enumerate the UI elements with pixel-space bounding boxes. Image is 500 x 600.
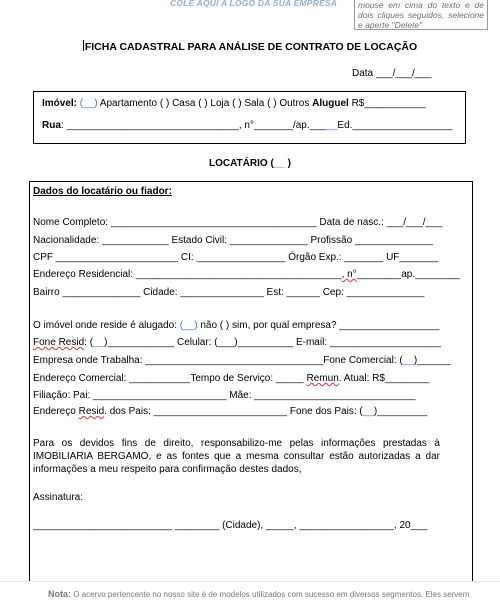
imovel-alugado-a: O imóvel onde reside é alugado:: [33, 320, 180, 331]
imovel-alugado-b[interactable]: não ( ) sim, por qual empresa? __________________: [197, 320, 440, 331]
fone-resid-blank[interactable]: __: [93, 337, 105, 348]
endereco-pais-blank[interactable]: __: [362, 406, 374, 417]
empresa-blank[interactable]: __: [402, 355, 414, 366]
declaration-paragraph: Para os devidos fins de direito, responsabilizo-me pelas informações prestadas à IMOBILIARIA BERGAMO, e as fontes que a mesma consultar estão autorizadas a dar informações a meu respeito para confirmação destes dados,: [33, 438, 440, 475]
endereco-com-b[interactable]: . Atual: R$________: [338, 373, 430, 384]
imovel-alugado-blank[interactable]: (__): [179, 320, 198, 331]
imovel-alugado-row[interactable]: [33, 320, 439, 331]
fone-resid-label: Fone Resid: [33, 337, 85, 348]
rua-row[interactable]: [42, 120, 453, 131]
endereco-res-b[interactable]: ________ap.________: [356, 269, 460, 280]
endereco-com-a[interactable]: Endereço Comercial: ___________Tempo de Serviço: _____: [33, 373, 307, 384]
imovel-row[interactable]: [42, 98, 426, 109]
locatario-heading: [0, 158, 500, 169]
endereco-pais-tail[interactable]: )_________: [373, 406, 428, 417]
page-title-text: FICHA CADASTRAL PARA ANÁLISE DE CONTRATO DE LOCAÇÃO: [84, 41, 418, 53]
cpf-field-row[interactable]: CPF ______________________ CI: ________________ Órgão Exp.: _______ UF_______: [33, 252, 439, 263]
fone-resid-tail[interactable]: )____________ Celular: (___)__________ E-mail: ____________________: [104, 337, 442, 348]
fone-resid-rest: : (: [84, 337, 94, 348]
footer-note-text: O acervo pertencente no nosso site é de modelos utilizados com sucesso em diversos segmentos. Eles servem: [71, 590, 470, 599]
ed-line[interactable]: Ed.__________________: [337, 120, 453, 131]
endereco-pais-row[interactable]: [33, 406, 427, 417]
endereco-pais-a: Endereço: [33, 406, 79, 417]
endereco-res-a[interactable]: Endereço Residencial: _____________________________________: [33, 269, 342, 280]
locatario-close: ): [284, 158, 292, 169]
date-line[interactable]: Data ___/___/___: [352, 68, 432, 79]
rua-label: Rua: [42, 120, 61, 131]
rua-line[interactable]: : _______________________________, n°_______/ap.___: [60, 120, 327, 131]
aluguel-label: Aluguel: [312, 98, 349, 109]
filiacao-row[interactable]: Filiação: Pai: ________________________ Mãe: _____________________________: [33, 390, 416, 401]
endereco-com-remun: Remun: [306, 373, 339, 384]
nacionalidade-field-row[interactable]: Nacionalidade: ____________ Estado Civil: ______________ Profissão ______________: [33, 235, 433, 246]
empresa-text[interactable]: Empresa onde Trabalha: ________________________________Fone Comercial: (: [33, 355, 403, 366]
imovel-label: Imóvel:: [42, 98, 78, 109]
empresa-tail[interactable]: )______: [413, 355, 451, 366]
fone-resid-row[interactable]: [33, 337, 441, 348]
footer-note-label: Nota:: [48, 589, 71, 599]
locatario-label: LOCATÁRIO (: [208, 158, 274, 169]
text-cursor: [83, 40, 84, 51]
endereco-pais-resid: Resid: [78, 406, 105, 417]
page-title: [0, 40, 500, 53]
locatario-blank-field[interactable]: __: [273, 158, 285, 169]
imovel-blank-field[interactable]: (__): [79, 98, 98, 109]
assinatura-label: Assinatura:: [33, 492, 84, 503]
endereco-comercial-row[interactable]: [33, 373, 429, 384]
logo-placeholder-text: COLE AQUI A LOGO DA SUA EMPRESA: [170, 0, 338, 8]
endereco-pais-b[interactable]: . dos Pais: ________________________ Fone dos Pais: (: [104, 406, 363, 417]
page-divider: [0, 581, 500, 582]
footer-note: [48, 589, 469, 599]
section-header: Dados do locatário ou fiador:: [33, 186, 172, 197]
ap-blank-field[interactable]: __: [326, 120, 338, 131]
nome-field-row[interactable]: Nome Completo: _____________________________________ Data de nasc.: ___/___/___: [33, 217, 443, 228]
endereco-res-n: , n°: [341, 269, 357, 280]
imovel-options[interactable]: Apartamento ( ) Casa ( ) Loja ( ) Sala ( ) Outros: [97, 98, 313, 109]
instruction-note-box: mouse em cima do texto e de dois cliques seguidos, selecione e aperte "Delete": [354, 0, 488, 30]
aluguel-value-field[interactable]: R$___________: [348, 98, 426, 109]
empresa-row[interactable]: [33, 355, 451, 366]
signature-line[interactable]: _________________________ ________ (Cidade), _____, _________________, 20___: [33, 520, 428, 531]
bairro-field-row[interactable]: Bairro ______________ Cidade: _______________ Est: ______ Cep: ______________: [33, 287, 425, 298]
endereco-residencial-row[interactable]: [33, 269, 460, 280]
